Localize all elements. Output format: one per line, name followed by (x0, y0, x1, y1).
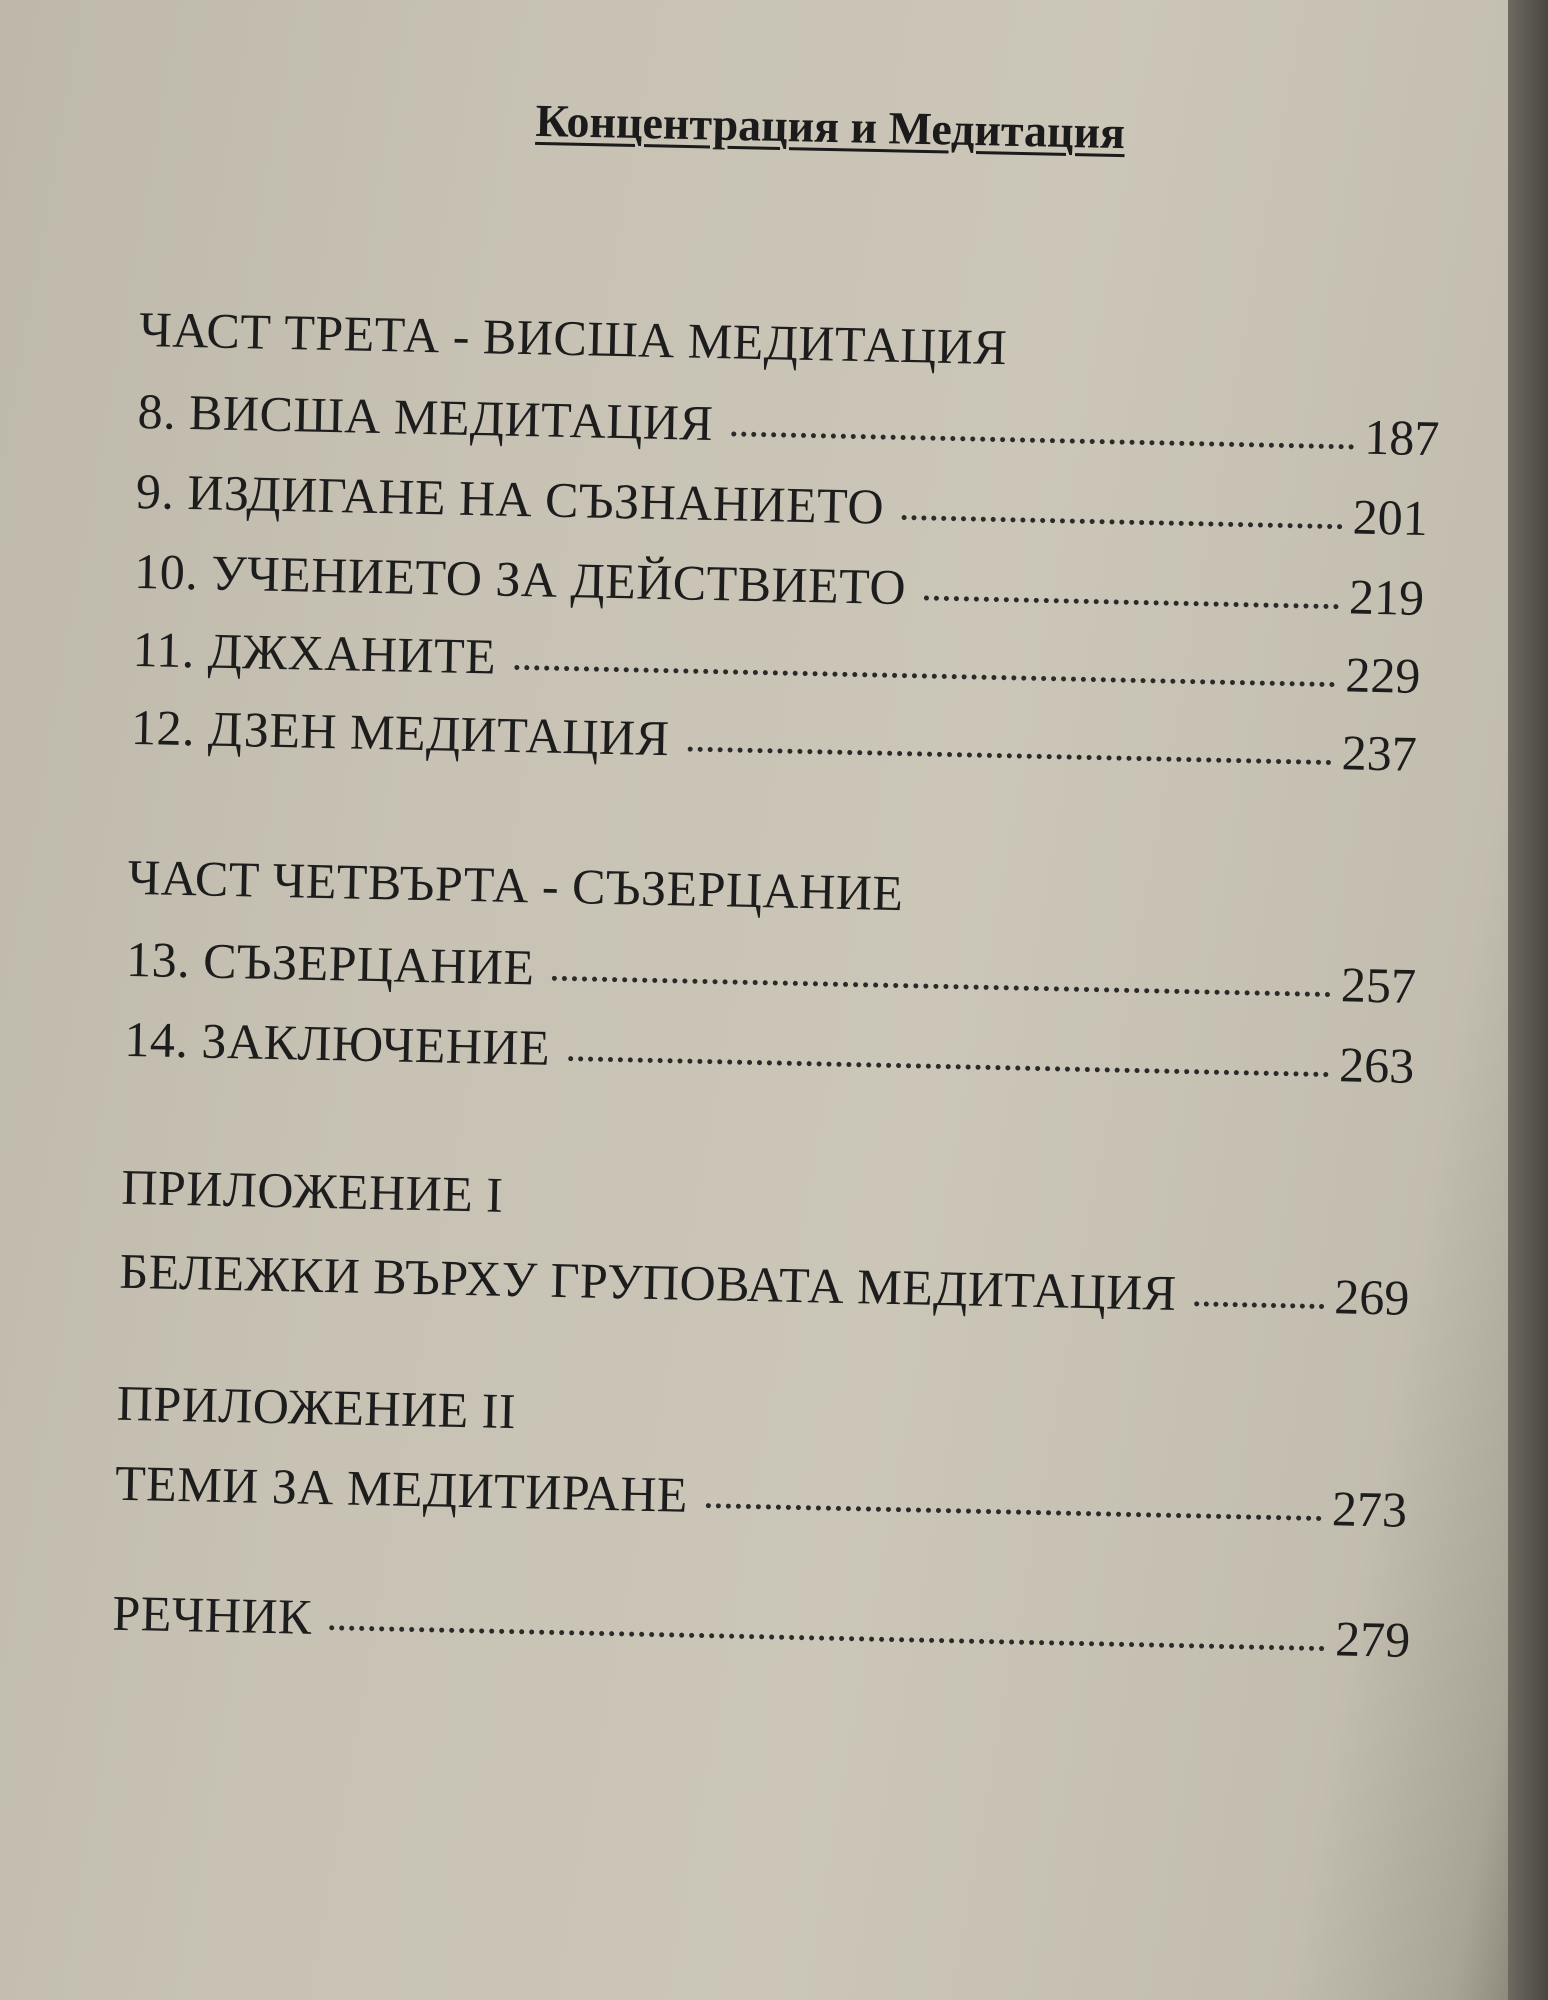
dot-leader (330, 1625, 1325, 1651)
toc-entry-label: 13. СЪЗЕРЦАНИЕ (125, 930, 536, 996)
toc-entry-page: 273 (1331, 1480, 1408, 1538)
toc-entry (115, 1454, 1408, 1539)
toc-entry-page: 201 (1352, 488, 1429, 547)
toc-entry-label: 8. ВИСША МЕДИТАЦИЯ (137, 382, 714, 452)
dot-leader (687, 747, 1331, 765)
toc-entry (126, 930, 1417, 1015)
toc-entry-page: 257 (1340, 956, 1417, 1014)
toc-entry (130, 698, 1417, 783)
dot-leader (924, 595, 1339, 609)
toc-entry-label: БЕЛЕЖКИ ВЪРХУ ГРУПОВАТА МЕДИТАЦИЯ (119, 1242, 1178, 1321)
toc-entry (132, 620, 1421, 705)
dot-leader (568, 1056, 1329, 1077)
toc-entry-page: 279 (1334, 1610, 1411, 1668)
toc-entry-label: 14. ЗАКЛЮЧЕНИЕ (123, 1010, 551, 1076)
toc-entry-label: 11. ДЖХАНИТЕ (132, 620, 497, 685)
toc-entry-glossary (112, 1584, 1411, 1669)
running-header: Концентрация и Медитация (535, 94, 1126, 159)
toc-entry-label: ТЕМИ ЗА МЕДИТИРАНЕ (114, 1454, 689, 1523)
toc-entry (134, 542, 1425, 627)
toc-entry-label: 12. ДЗЕН МЕДИТАЦИЯ (130, 698, 671, 767)
toc-entry (135, 462, 1428, 547)
toc-entry-page: 237 (1341, 724, 1418, 782)
toc-entry-page: 229 (1344, 646, 1421, 704)
dot-leader (552, 976, 1331, 997)
toc-entry (137, 382, 1440, 467)
page-edge-shadow (1508, 0, 1548, 2000)
toc-entry (124, 1010, 1415, 1095)
dot-leader (902, 515, 1343, 529)
toc-entry-label: 9. ИЗДИГАНЕ НА СЪЗНАНИЕТО (135, 462, 885, 535)
dot-leader (706, 1503, 1322, 1521)
section-title-appendix-two: ПРИЛОЖЕНИЕ II (116, 1374, 517, 1440)
dot-leader (1194, 1301, 1324, 1309)
toc-entry-label: РЕЧНИК (111, 1584, 313, 1645)
toc-entry (119, 1242, 1410, 1327)
toc-entry-label: 10. УЧЕНИЕТО ЗА ДЕЙСТВИЕТО (133, 542, 907, 616)
dot-leader (731, 431, 1354, 449)
section-title-part-four: ЧАСТ ЧЕТВЪРТА - СЪЗЕРЦАНИЕ (127, 848, 905, 922)
section-title-part-three: ЧАСТ ТРЕТА - ВИСША МЕДИТАЦИЯ (138, 300, 1008, 376)
toc-entry-page: 187 (1363, 408, 1440, 467)
toc-entry-page: 269 (1333, 1268, 1410, 1326)
toc-entry-page: 219 (1348, 568, 1425, 626)
toc-entry-page: 263 (1338, 1036, 1415, 1094)
section-title-appendix-one: ПРИЛОЖЕНИЕ I (120, 1158, 504, 1223)
dot-leader (514, 665, 1335, 687)
